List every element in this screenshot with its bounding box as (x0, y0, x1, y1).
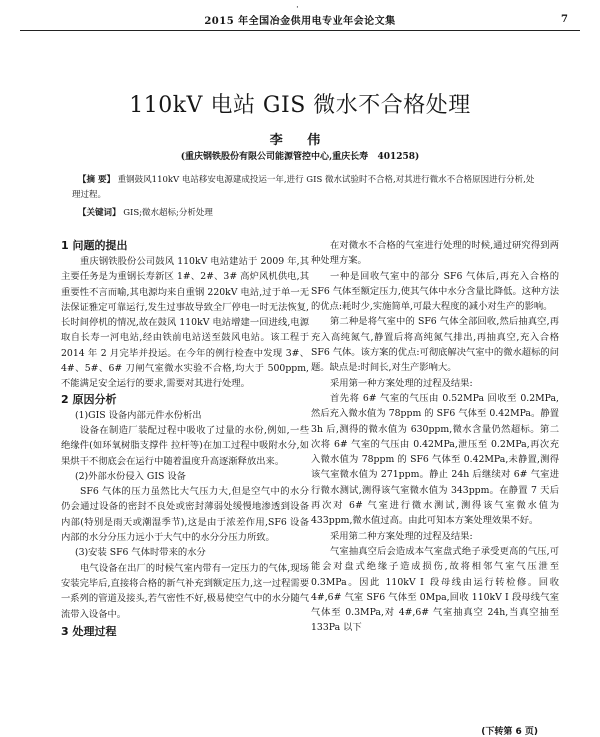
abstract-block (72, 173, 542, 203)
left-column (61, 238, 309, 728)
right-paragraph-1: 在对微水不合格的气室进行处理的时候,通过研究得到两种处理方案。 (311, 240, 559, 267)
right-paragraph-2: 一种是回收气室中的部分 SF6 气体后,再充入合格的 SF6 气体至额定压力,使其气体中水分含量比降低。这种方法的优点:耗时少,实施简单,可最大程度的减小对生产的影响。 (311, 270, 559, 313)
right-paragraph-3: 第二种是将气室中的 SF6 气体全部回收,然后抽真空,再充入高纯氮气,静置后将高纯氮气排出,再抽真空,充入合格 SF6 气体。该方案的优点:可彻底解决气室中的微水超标的问题。缺点是:时间长,对生产影响大。 (311, 316, 559, 374)
right-column (311, 238, 559, 728)
subsection-3-heading: (3)安装 SF6 气体时带来的水分 (75, 547, 206, 559)
section-1-heading: 1 问题的提出 (61, 239, 128, 252)
right-paragraph-7: 气室抽真空后会造成本气室盘式绝子承受更高的气压,可能会对盘式绝缘子造成损伤,故将相邻气室气压泄至 0.3MPa。因此 110kV Ⅰ 段母线由运行转检修。回收 4#,6# 气室 SF6 气体至 0Mpa,回收 110kV Ⅰ 段母线气室气体至 0.3MPa,对 4#,6# 气室抽真空 24h,当真空抽至 133Pa 以下 (311, 545, 559, 634)
author-name: 李 伟 (269, 133, 331, 148)
subsection-1-paragraph: 设备在制造厂装配过程中吸收了过量的水份,例如,一些绝缘件(如环氧树脂支撑件 拉杆等)在加工过程中吸附水分,如果烘干不彻底会在运行中随着温度升高逐渐释放出来。 (61, 424, 309, 467)
keywords-label: 【关键词】 (78, 208, 121, 218)
header-dot: · (296, 3, 299, 13)
keywords-block (78, 206, 213, 218)
right-paragraph-6: 采用第二种方案处理的过程及结果: (330, 530, 473, 542)
header-rule (20, 30, 580, 31)
right-paragraph-5: 首先将 6# 气室的气压由 0.52MPa 回收至 0.2MPa,然后充入微水值为 78ppm 的 SF6 气体至 0.42MPa。静置 3h 后,测得的微水值为 630ppm,微水含量仍然超标。第二次将 6# 气室的气压由 0.42MPa,泄压至 0.2MPa,再次充入微水值为 78ppm 的 SF6 气体至 0.42MPa,未静置,测得该气室微水值为 271ppm。静止 24h 后继续对 6# 气室进行微水测试,测得该气室微水值为 343ppm。在静置 7 天后再次对 6# 气室进行微水测试,测得该气室微水值为 433ppm,微水值过高。由此可知本方案处理效果不好。 (311, 392, 559, 527)
subsection-2-paragraph: SF6 气体的压力虽然比大气压力大,但是空气中的水分仍会通过设备的密封不良处或密封薄弱处缓慢地渗透到设备内部(特别是雨天或潮湿季节),这是由于浓差作用,SF6 设备内部的水分分压力远小于大气中的水分分压力所致。 (61, 486, 309, 544)
page-number: 7 (561, 14, 568, 25)
author-affiliation: (重庆钢铁股份有限公司能源管控中心,重庆长寿 401258) (180, 152, 420, 162)
subsection-1-heading: (1)GIS 设备内部元件水份析出 (75, 409, 202, 421)
continuation-note: (下转第 6 页) (481, 727, 538, 737)
running-header: 2015 年全国冶金供用电专业年会论文集 (204, 16, 396, 27)
section-3-heading: 3 处理过程 (61, 624, 117, 638)
section-1-paragraph: 重庆钢铁股份公司鼓风 110kV 电站建站于 2009 年,其主要任务是为重钢长寿新区 1#、2#、3# 高炉风机供电,其重要性不言而喻,其电源均来自重钢 220kV 电站,过于单一无法保证雅定可靠运行,发生过事故导致全厂停电一时无法恢复,长时间停机的情况,故在鼓风 110kV 电站增建一回进线,电源取自长寿一河电站,经由铁前电站送至鼓风电站。该工程于 2014 年 2 月完毕并投运。在今年的例行检查中发现 3#、4#、5#、6# 刀闸气室微水实验不合格,均大于 500ppm,不能满足安全运行的要求,需要对其进行处理。 (61, 256, 309, 390)
right-paragraph-4: 采用第一种方案处理的过程及结果: (330, 377, 473, 389)
paper-title: 110kV 电站 GIS 微水不合格处理 (129, 93, 471, 118)
section-2-heading: 2 原因分析 (61, 392, 117, 406)
subsection-2-heading: (2)外部水份侵入 GIS 设备 (75, 470, 186, 482)
subsection-3-paragraph: 电气设备在出厂的时候气室内带有一定压力的气体,现场安装完毕后,直接将合格的新气补充到额定压力,这一过程需要一系列的管道及接头,若气密性不好,极易使空气中的水分随气流带入设备中。 (61, 562, 309, 620)
keywords-text: GIS;微水超标;分析处理 (123, 208, 213, 218)
abstract-text: 重钢鼓风110kV 电站移安电源建成投运一年,进行 GIS 微水试验时不合格,对其进行微水不合格原因进行分析,处理过程。 (72, 175, 535, 200)
abstract-label: 【摘 要】 (78, 175, 115, 185)
